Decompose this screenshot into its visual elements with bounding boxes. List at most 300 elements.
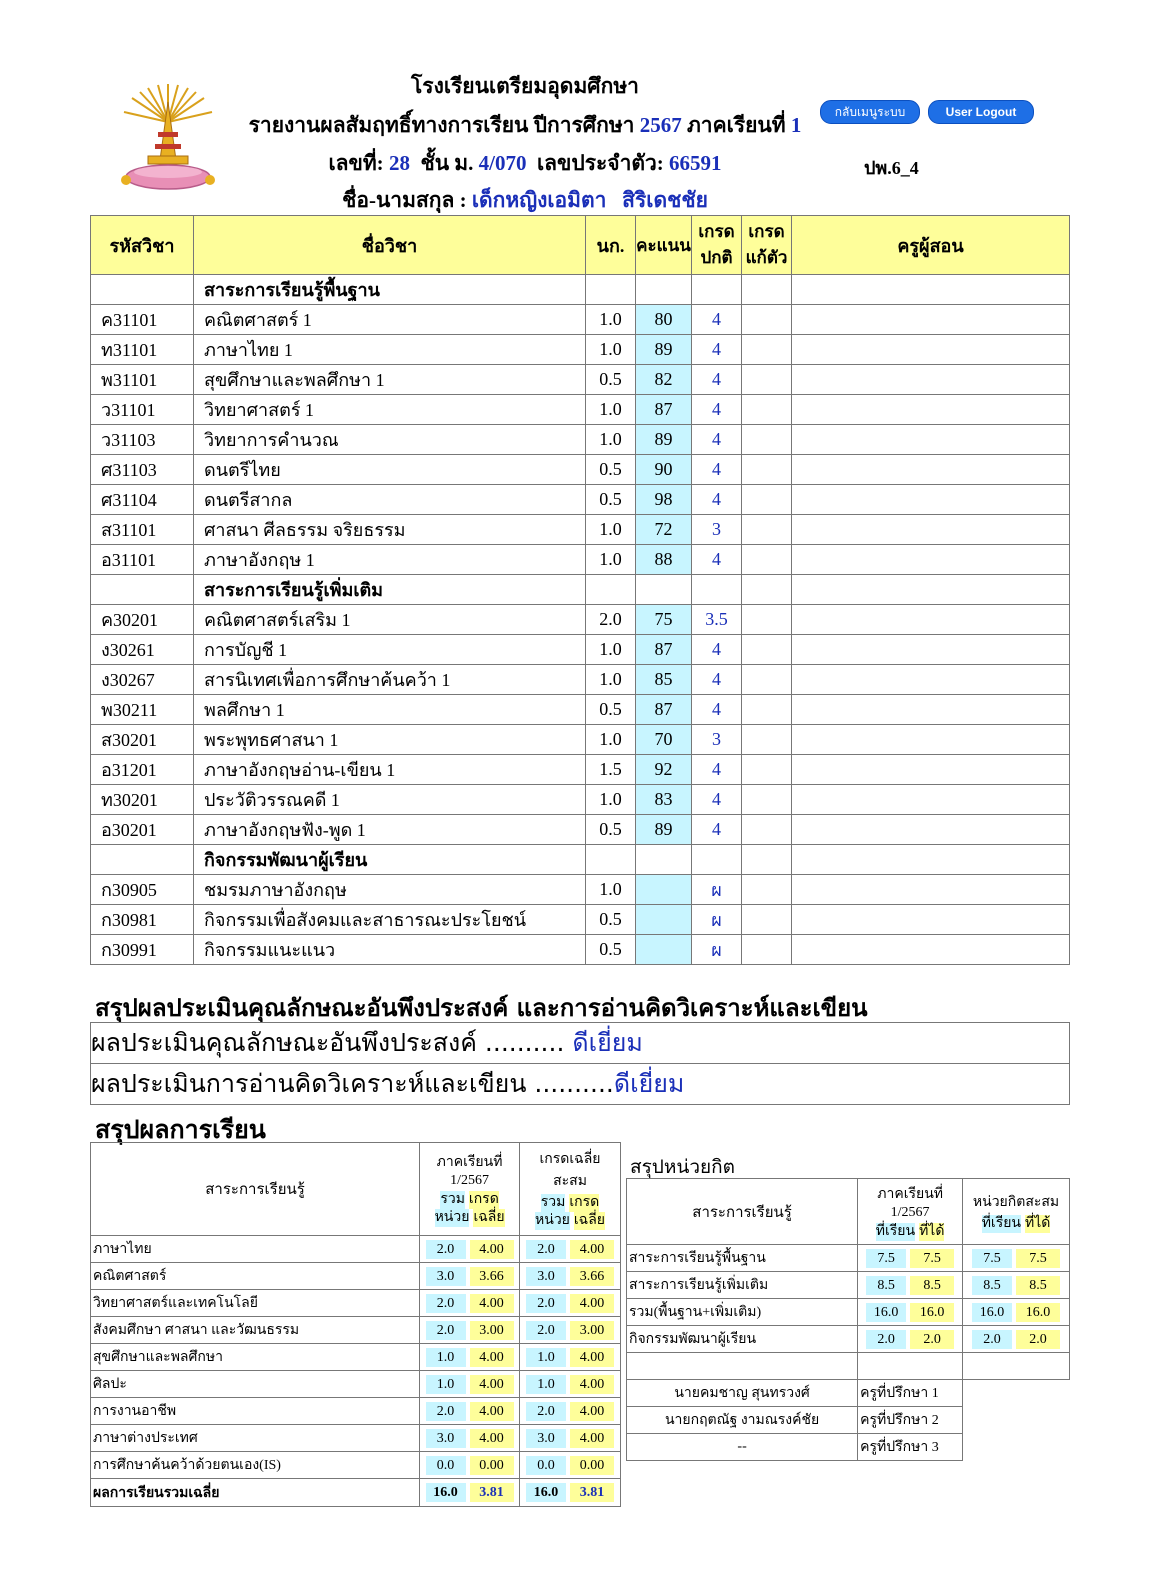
subject-name: วิทยาการคำนวณ [194, 425, 586, 455]
subject-credit: 0.5 [586, 935, 636, 965]
subject-grade: 4 [692, 545, 742, 575]
subject-grade-fix [742, 935, 792, 965]
advisor-name: นายคมชาญ สุนทรวงศ์ [627, 1380, 858, 1407]
subject-grade-fix [742, 725, 792, 755]
subject-code: อ30201 [91, 815, 194, 845]
summary-row [91, 1290, 621, 1317]
subject-grade: 3 [692, 515, 742, 545]
summary-cumulative-units: 3.0 [526, 1429, 566, 1448]
subject-name: ดนตรีไทย [194, 455, 586, 485]
subject-score: 72 [636, 515, 692, 545]
summary-term [420, 1371, 520, 1398]
subject-credit: 1.0 [586, 665, 636, 695]
advisor-name: นายกฤตณัฐ งามณรงค์ชัย [627, 1407, 858, 1434]
summary-term-gpa: 0.00 [470, 1456, 514, 1475]
subject-grade: ผ [692, 905, 742, 935]
summary-cumulative-units: 2.0 [526, 1240, 566, 1259]
subject-teacher [792, 635, 1070, 665]
summary-term-gpa: 3.00 [470, 1321, 514, 1340]
subject-score: 98 [636, 485, 692, 515]
cell-score [636, 575, 692, 605]
spacer-cell [858, 1353, 963, 1380]
summary-cumulative-gpa: 4.00 [570, 1240, 614, 1259]
cell-teacher [792, 575, 1070, 605]
summary-cumulative-gpa: 4.00 [570, 1402, 614, 1421]
summary-term [420, 1317, 520, 1344]
summary-term-units: 3.0 [426, 1429, 466, 1448]
summary-term-gpa: 4.00 [470, 1240, 514, 1259]
subject-grade: 3 [692, 725, 742, 755]
subject-code: ท31101 [91, 335, 194, 365]
credits-term-units: 16.0 [866, 1303, 906, 1322]
summary-cumulative [520, 1425, 621, 1452]
summary-term-gpa: 4.00 [470, 1348, 514, 1367]
summary-cumulative [520, 1344, 621, 1371]
summary-cumulative-units: 2.0 [526, 1402, 566, 1421]
credits-cumulative-gpa: 7.5 [1016, 1249, 1060, 1268]
summary-total-term-gpa: 3.81 [470, 1483, 514, 1502]
credits-term-gpa: 16.0 [910, 1303, 954, 1322]
term-number: 1 [790, 113, 802, 137]
summary-cumulative-gpa: 0.00 [570, 1456, 614, 1475]
student-name: เด็กหญิงเอมิตา สิริเดชชัย [471, 188, 708, 212]
subject-teacher [792, 665, 1070, 695]
summary-term [420, 1263, 520, 1290]
subject-credit: 1.5 [586, 755, 636, 785]
subject-credit: 1.0 [586, 785, 636, 815]
table-row [91, 485, 1070, 515]
summary-row [91, 1236, 621, 1263]
summary-cumulative [520, 1290, 621, 1317]
subject-credit: 0.5 [586, 695, 636, 725]
summary-term-units: 2.0 [426, 1321, 466, 1340]
evaluation-table [90, 1022, 1070, 1105]
credits-cumulative-units: 8.5 [972, 1276, 1012, 1295]
subject-name: สารนิเทศเพื่อการศึกษาค้นคว้า 1 [194, 665, 586, 695]
subject-grade: 4 [692, 365, 742, 395]
subject-grade: 4 [692, 695, 742, 725]
subject-grade-fix [742, 875, 792, 905]
col-credit: นก. [586, 216, 636, 275]
subject-score: 87 [636, 395, 692, 425]
cell-credit [586, 275, 636, 305]
credits-col-term: ภาคเรียนที่ 1/2567 ที่เรียน ที่ได้ [858, 1179, 963, 1245]
subject-teacher [792, 605, 1070, 635]
summary-term-units: 3.0 [426, 1267, 466, 1286]
credits-term-units: 2.0 [866, 1330, 906, 1349]
summary-term [420, 1398, 520, 1425]
advisor-row [627, 1407, 1070, 1434]
table-row [91, 545, 1070, 575]
subject-teacher [792, 695, 1070, 725]
subject-name: ภาษาอังกฤษ 1 [194, 545, 586, 575]
subject-grade-fix [742, 485, 792, 515]
summary-col-term: ภาคเรียนที่ 1/2567 รวม เกรด หน่วย เฉลี่ย [420, 1143, 520, 1236]
cell-grade-fix [742, 275, 792, 305]
subject-grade: 4 [692, 635, 742, 665]
report-header [0, 0, 1170, 215]
summary-term [420, 1236, 520, 1263]
subject-name: ภาษาอังกฤษฟัง-พูด 1 [194, 815, 586, 845]
subject-name: วิทยาศาสตร์ 1 [194, 395, 586, 425]
subject-code: ก30991 [91, 935, 194, 965]
credits-subject: สาระการเรียนรู้พื้นฐาน [627, 1245, 858, 1272]
reading-result: ดีเยี่ยม [613, 1069, 685, 1098]
credits-title: สรุปหน่วยกิต [630, 1156, 736, 1178]
summary-total-term-units: 16.0 [426, 1483, 466, 1502]
cell-grade [692, 275, 742, 305]
subject-teacher [792, 725, 1070, 755]
subject-code: ค30201 [91, 605, 194, 635]
cell-code [91, 275, 194, 305]
subject-teacher [792, 545, 1070, 575]
cell-grade [692, 575, 742, 605]
subject-grade: 4 [692, 335, 742, 365]
subject-credit: 2.0 [586, 605, 636, 635]
subject-grade: 4 [692, 455, 742, 485]
advisor-row [627, 1380, 1070, 1407]
table-row [91, 905, 1070, 935]
summary-term-units: 0.0 [426, 1456, 466, 1475]
advisor-blank [963, 1380, 1070, 1407]
table-row [91, 305, 1070, 335]
summary-cumulative [520, 1317, 621, 1344]
subject-grade: 4 [692, 785, 742, 815]
subject-score: 82 [636, 365, 692, 395]
summary-row [91, 1425, 621, 1452]
summary-table [90, 1142, 621, 1507]
subject-grade-fix [742, 425, 792, 455]
subject-teacher [792, 425, 1070, 455]
reading-evaluation: ผลประเมินการอ่านคิดวิเคราะห์และเขียน ..........ดีเยี่ยม [91, 1064, 1070, 1105]
table-row [91, 725, 1070, 755]
subject-teacher [792, 335, 1070, 365]
credits-term-gpa: 7.5 [910, 1249, 954, 1268]
subject-credit: 1.0 [586, 635, 636, 665]
subject-code: ก30905 [91, 875, 194, 905]
summary-row [91, 1344, 621, 1371]
credits-col-subject: สาระการเรียนรู้ [627, 1179, 858, 1245]
student-number: 28 [388, 151, 410, 175]
subject-score: 85 [636, 665, 692, 695]
summary-term [420, 1452, 520, 1479]
subject-grade: ผ [692, 935, 742, 965]
summary-cumulative-gpa: 4.00 [570, 1429, 614, 1448]
credits-term-gpa: 2.0 [910, 1330, 954, 1349]
subject-grade-fix [742, 395, 792, 425]
cell-code [91, 575, 194, 605]
table-row [91, 935, 1070, 965]
subject-teacher [792, 395, 1070, 425]
cell-grade-fix [742, 575, 792, 605]
table-row [91, 515, 1070, 545]
cell-grade [692, 845, 742, 875]
subject-score: 92 [636, 755, 692, 785]
subject-score [636, 875, 692, 905]
credits-row [627, 1299, 1070, 1326]
subject-teacher [792, 515, 1070, 545]
subject-code: อ31101 [91, 545, 194, 575]
subject-grade-fix [742, 455, 792, 485]
subject-grade-fix [742, 755, 792, 785]
subject-grade-fix [742, 605, 792, 635]
section-row [91, 575, 1070, 605]
table-row [91, 665, 1070, 695]
subject-name: ภาษาไทย 1 [194, 335, 586, 365]
subject-teacher [792, 905, 1070, 935]
section-row [91, 275, 1070, 305]
subject-grade-fix [742, 665, 792, 695]
subject-credit: 1.0 [586, 545, 636, 575]
subject-score: 83 [636, 785, 692, 815]
subject-name: ศาสนา ศีลธรรม จริยธรรม [194, 515, 586, 545]
character-result: ดีเยี่ยม [572, 1028, 643, 1057]
summary-cumulative [520, 1263, 621, 1290]
summary-col-subject: สาระการเรียนรู้ [91, 1143, 420, 1236]
subject-teacher [792, 455, 1070, 485]
advisor-blank [963, 1434, 1070, 1461]
subject-grade-fix [742, 515, 792, 545]
cell-code [91, 845, 194, 875]
subject-grade-fix [742, 335, 792, 365]
cell-teacher [792, 845, 1070, 875]
subject-credit: 1.0 [586, 335, 636, 365]
summary-term-units: 2.0 [426, 1294, 466, 1313]
back-to-menu-button[interactable]: กลับเมนูระบบ [820, 100, 920, 124]
summary-term-units: 2.0 [426, 1240, 466, 1259]
table-row [91, 635, 1070, 665]
summary-term-gpa: 4.00 [470, 1429, 514, 1448]
summary-subject: สุขศึกษาและพลศึกษา [91, 1344, 420, 1371]
subject-grade-fix [742, 635, 792, 665]
subject-score: 88 [636, 545, 692, 575]
subject-grade: 4 [692, 395, 742, 425]
section-title: สาระการเรียนรู้พื้นฐาน [194, 275, 586, 305]
subject-grade-fix [742, 695, 792, 725]
summary-cumulative [520, 1452, 621, 1479]
student-class: 4/070 [478, 151, 527, 175]
cell-credit [586, 845, 636, 875]
credits-term [858, 1326, 963, 1353]
summary-row [91, 1371, 621, 1398]
section-title: กิจกรรมพัฒนาผู้เรียน [194, 845, 586, 875]
subject-score: 75 [636, 605, 692, 635]
summary-term-units: 1.0 [426, 1375, 466, 1394]
logout-button[interactable]: User Logout [928, 100, 1034, 124]
subject-name: คณิตศาสตร์ 1 [194, 305, 586, 335]
summary-subject: วิทยาศาสตร์และเทคโนโลยี [91, 1290, 420, 1317]
section-row [91, 845, 1070, 875]
subject-credit: 1.0 [586, 725, 636, 755]
summary-cumulative-units: 2.0 [526, 1321, 566, 1340]
summary-row [91, 1263, 621, 1290]
cell-score [636, 275, 692, 305]
table-row [91, 425, 1070, 455]
subject-credit: 1.0 [586, 515, 636, 545]
subject-code: ง30261 [91, 635, 194, 665]
credits-cumulative [963, 1299, 1070, 1326]
credits-header [627, 1179, 1070, 1245]
summary-term [420, 1425, 520, 1452]
credits-cumulative [963, 1272, 1070, 1299]
advisor-role: ครูที่ปรึกษา 3 [858, 1434, 963, 1461]
col-teacher: ครูผู้สอน [792, 216, 1070, 275]
subject-credit: 0.5 [586, 815, 636, 845]
subject-code: ศ31104 [91, 485, 194, 515]
subject-credit: 0.5 [586, 365, 636, 395]
col-name: ชื่อวิชา [194, 216, 586, 275]
advisor-role: ครูที่ปรึกษา 2 [858, 1407, 963, 1434]
character-evaluation: ผลประเมินคุณลักษณะอันพึงประสงค์ .......... ดีเยี่ยม [91, 1023, 1070, 1064]
subject-score: 90 [636, 455, 692, 485]
subject-credit: 1.0 [586, 425, 636, 455]
subject-code: พ31101 [91, 365, 194, 395]
credits-cumulative [963, 1245, 1070, 1272]
credits-cumulative-gpa: 16.0 [1016, 1303, 1060, 1322]
subject-name: คณิตศาสตร์เสริม 1 [194, 605, 586, 635]
spacer-cell [627, 1353, 858, 1380]
subject-teacher [792, 815, 1070, 845]
subject-name: พลศึกษา 1 [194, 695, 586, 725]
table-row [91, 875, 1070, 905]
subject-credit: 1.0 [586, 305, 636, 335]
subject-grade: 4 [692, 665, 742, 695]
col-code: รหัสวิชา [91, 216, 194, 275]
subject-grade-fix [742, 545, 792, 575]
credits-term [858, 1272, 963, 1299]
summary-total-row [91, 1479, 621, 1507]
table-row [91, 395, 1070, 425]
credits-spacer-row [627, 1353, 1070, 1380]
spacer-cell [963, 1353, 1070, 1380]
subject-code: ส30201 [91, 725, 194, 755]
evaluation-title: สรุปผลประเมินคุณลักษณะอันพึงประสงค์ และการอ่านคิดวิเคราะห์และเขียน [95, 994, 868, 1022]
summary-total-cumulative-gpa: 3.81 [570, 1483, 614, 1502]
summary-cumulative-units: 1.0 [526, 1348, 566, 1367]
summary-subject: ภาษาไทย [91, 1236, 420, 1263]
credits-row [627, 1245, 1070, 1272]
summary-term-gpa: 4.00 [470, 1402, 514, 1421]
subject-score: 80 [636, 305, 692, 335]
subject-teacher [792, 875, 1070, 905]
subject-code: ว31103 [91, 425, 194, 455]
summary-term-gpa: 4.00 [470, 1294, 514, 1313]
summary-subject: ภาษาต่างประเทศ [91, 1425, 420, 1452]
col-grade-normal: เกรด ปกติ [692, 216, 742, 275]
subject-code: อ31201 [91, 755, 194, 785]
cell-grade-fix [742, 845, 792, 875]
subject-name: กิจกรรมเพื่อสังคมและสาธารณะประโยชน์ [194, 905, 586, 935]
summary-cumulative-gpa: 4.00 [570, 1294, 614, 1313]
summary-subject: การงานอาชีพ [91, 1398, 420, 1425]
summary-cumulative-units: 0.0 [526, 1456, 566, 1475]
subject-grade: 4 [692, 485, 742, 515]
subject-score: 89 [636, 335, 692, 365]
credits-subject: กิจกรรมพัฒนาผู้เรียน [627, 1326, 858, 1353]
summary-col-cumulative: เกรดเฉลี่ย สะสม รวม เกรด หน่วย เฉลี่ย [520, 1143, 621, 1236]
cell-teacher [792, 275, 1070, 305]
subject-teacher [792, 785, 1070, 815]
subject-name: ภาษาอังกฤษอ่าน-เขียน 1 [194, 755, 586, 785]
subject-code: ศ31103 [91, 455, 194, 485]
summary-term-units: 1.0 [426, 1348, 466, 1367]
subject-teacher [792, 935, 1070, 965]
form-code: ปพ.6_4 [864, 158, 919, 178]
summary-title: สรุปผลการเรียน [95, 1115, 266, 1144]
subject-credit: 0.5 [586, 455, 636, 485]
subject-grade-fix [742, 905, 792, 935]
summary-row [91, 1317, 621, 1344]
subject-score: 89 [636, 425, 692, 455]
summary-cumulative-units: 1.0 [526, 1375, 566, 1394]
subject-code: ส31101 [91, 515, 194, 545]
table-row [91, 755, 1070, 785]
credits-term [858, 1245, 963, 1272]
subject-grade-fix [742, 815, 792, 845]
subject-grade: 4 [692, 425, 742, 455]
summary-row [91, 1398, 621, 1425]
subject-score [636, 935, 692, 965]
subject-score: 87 [636, 635, 692, 665]
summary-cumulative-units: 3.0 [526, 1267, 566, 1286]
col-grade-fix: เกรด แก้ตัว [742, 216, 792, 275]
report-title: รายงานผลสัมฤทธิ์ทางการเรียน ปีการศึกษา 2567 ภาคเรียนที่ 1 [248, 113, 802, 137]
student-id: 66591 [669, 151, 722, 175]
table-row [91, 605, 1070, 635]
col-score: คะแนน [636, 216, 692, 275]
subject-code: ง30267 [91, 665, 194, 695]
subject-code: ค31101 [91, 305, 194, 335]
academic-year: 2567 [639, 113, 682, 137]
credits-table [626, 1178, 1070, 1461]
summary-cumulative [520, 1398, 621, 1425]
summary-cumulative [520, 1371, 621, 1398]
subject-grade: ผ [692, 875, 742, 905]
subject-name: พระพุทธศาสนา 1 [194, 725, 586, 755]
table-row [91, 335, 1070, 365]
summary-subject: ศิลปะ [91, 1371, 420, 1398]
subject-grade: 4 [692, 305, 742, 335]
subject-grade-fix [742, 305, 792, 335]
table-row [91, 695, 1070, 725]
summary-cumulative [520, 1236, 621, 1263]
summary-cumulative-units: 2.0 [526, 1294, 566, 1313]
subject-code: ก30981 [91, 905, 194, 935]
subject-score: 87 [636, 695, 692, 725]
credits-term-gpa: 8.5 [910, 1276, 954, 1295]
subject-teacher [792, 485, 1070, 515]
summary-cumulative-gpa: 3.66 [570, 1267, 614, 1286]
summary-cumulative-gpa: 4.00 [570, 1348, 614, 1367]
subject-code: ท30201 [91, 785, 194, 815]
summary-term [420, 1290, 520, 1317]
subject-score [636, 905, 692, 935]
table-row [91, 815, 1070, 845]
subject-score: 70 [636, 725, 692, 755]
credits-cumulative-gpa: 8.5 [1016, 1276, 1060, 1295]
subject-credit: 0.5 [586, 905, 636, 935]
summary-subject: การศึกษาค้นคว้าด้วยตนเอง(IS) [91, 1452, 420, 1479]
grades-table [90, 215, 1070, 965]
summary-row [91, 1452, 621, 1479]
subject-teacher [792, 305, 1070, 335]
credits-cumulative-units: 2.0 [972, 1330, 1012, 1349]
advisor-row [627, 1434, 1070, 1461]
summary-term [420, 1344, 520, 1371]
credits-term [858, 1299, 963, 1326]
summary-subject: สังคมศึกษา ศาสนา และวัฒนธรรม [91, 1317, 420, 1344]
subject-grade-fix [742, 365, 792, 395]
